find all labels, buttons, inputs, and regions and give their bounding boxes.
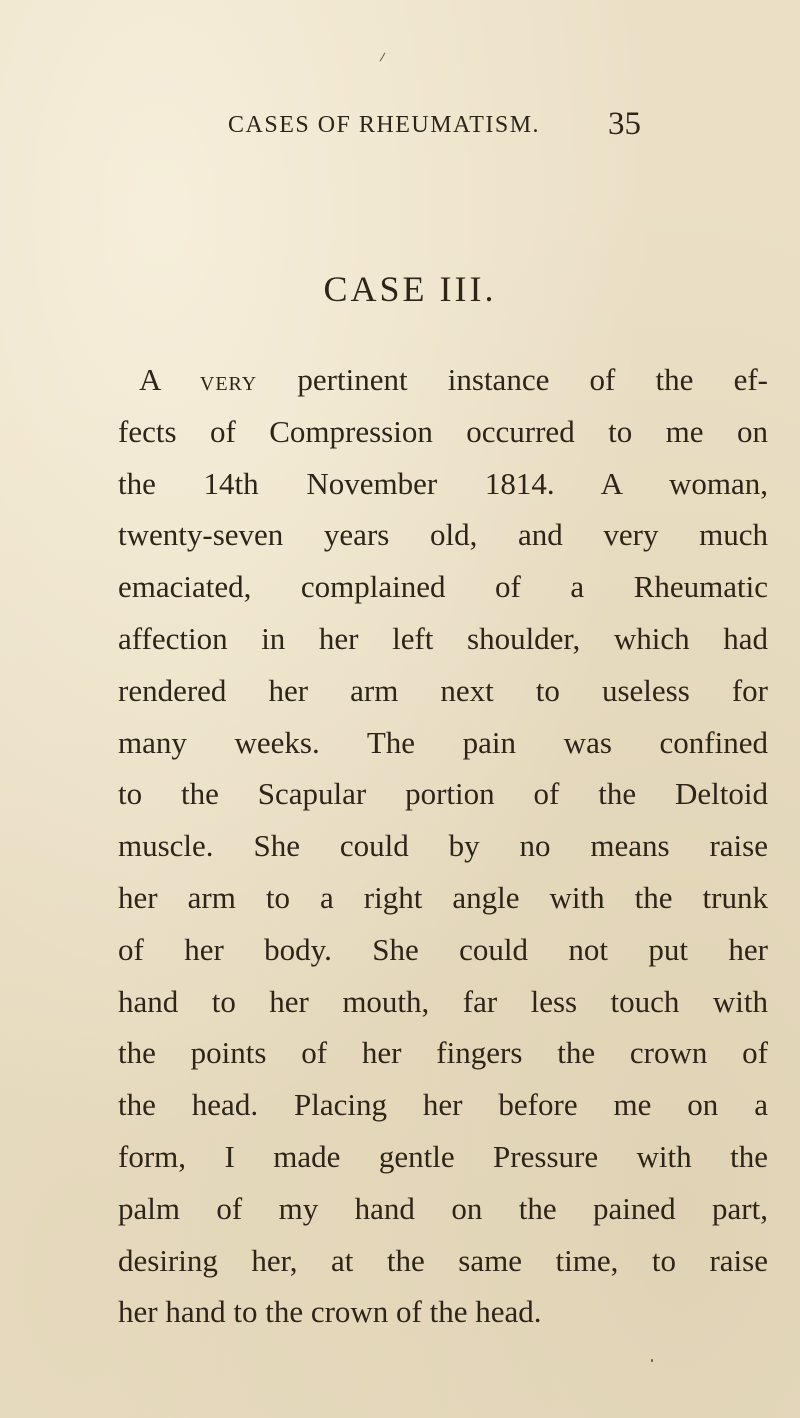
text-line-1 [118,354,768,406]
text-line: of her body. She could not put her [118,931,768,967]
line-1-rest: pertinent instance of the ef- [257,362,768,397]
running-title: CASES OF RHEUMATISM. [228,112,541,138]
paper-speck [380,52,386,61]
case-heading: CASE III. [323,269,497,309]
text-line: hand to her mouth, far less touch with [118,983,768,1019]
text-line: emaciated, complained of a Rheumatic [118,569,768,605]
text-line: palm of my hand on the pained part, [118,1190,768,1226]
paper-speck [651,1359,653,1362]
text-line: the 14th November 1814. A woman, [118,465,768,501]
text-line: many weeks. The pain was confined [118,724,768,760]
text-line: form, I made gentle Pressure with the [118,1138,768,1174]
text-line: to the Scapular portion of the Deltoid [118,776,768,812]
text-line: twenty-seven years old, and very much [118,517,768,553]
text-line: affection in her left shoulder, which had [118,620,768,656]
body-paragraph [118,354,768,1338]
initial-letter: A [139,362,200,397]
text-line: the head. Placing her before me on a [118,1087,768,1123]
text-line: rendered her arm next to useless for [118,672,768,708]
small-caps-word: VERY [199,373,258,395]
text-line: desiring her, at the same time, to raise [118,1242,768,1278]
page-number: 35 [608,106,641,142]
running-head [0,106,800,152]
text-line: the points of her fingers the crown of [118,1035,768,1071]
text-line-last: her hand to the crown of the head. [118,1294,542,1330]
text-line: muscle. She could by no means raise [118,828,768,864]
text-line: fects of Compression occurred to me on [118,413,768,449]
text-line: her arm to a right angle with the trunk [118,879,768,915]
